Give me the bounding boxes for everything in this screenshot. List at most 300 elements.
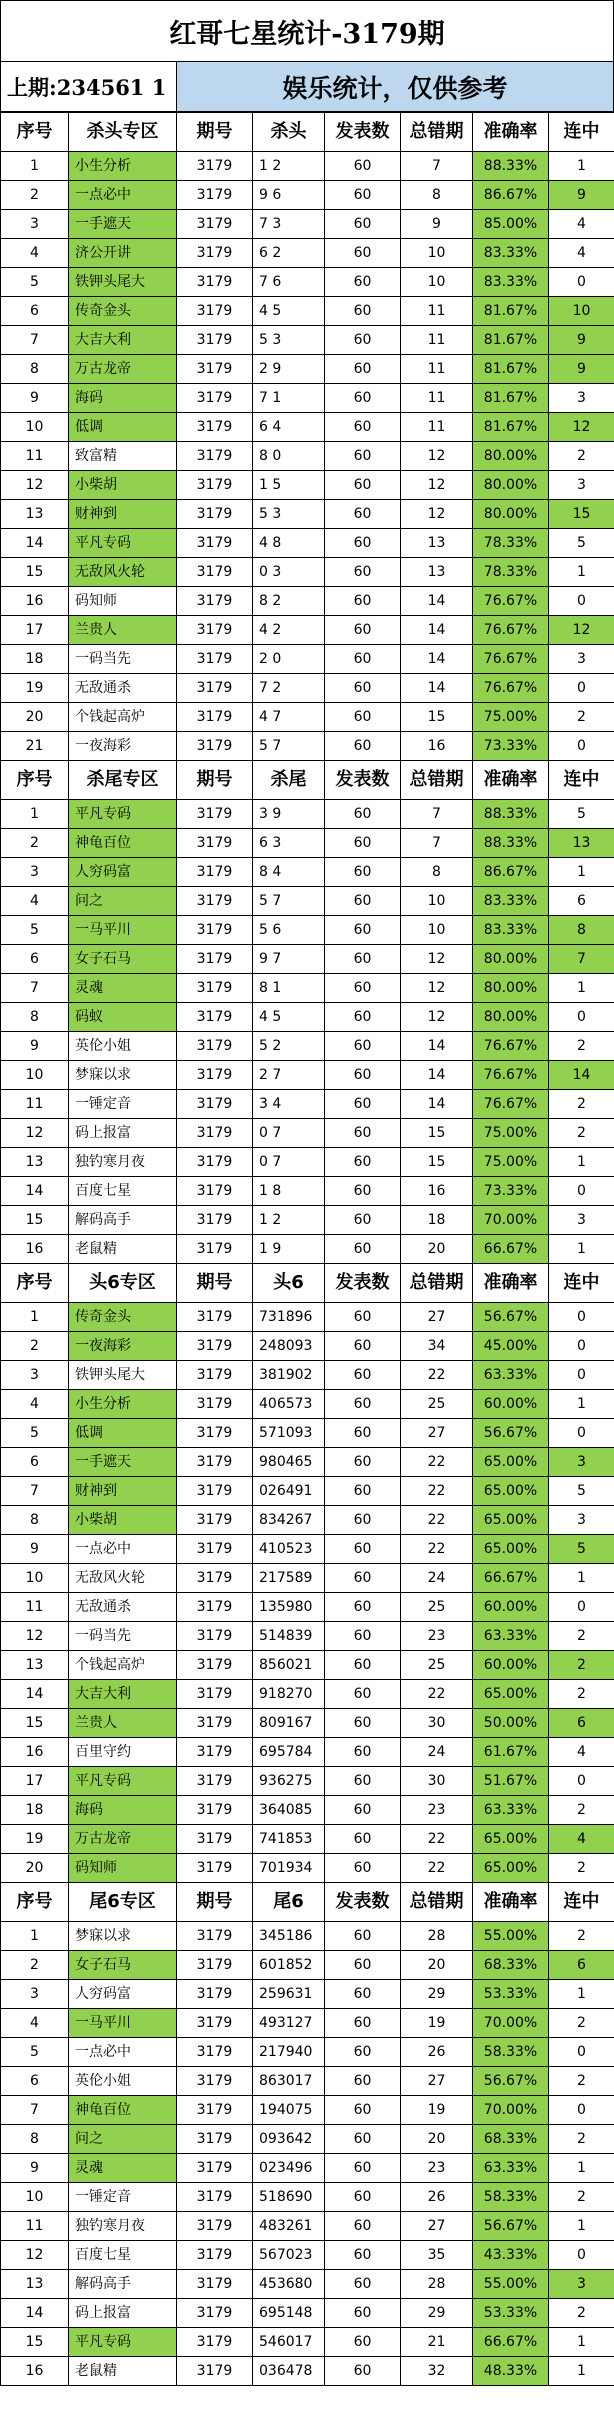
- post-count: 60: [325, 916, 401, 945]
- pick-number: 4 8: [253, 529, 325, 558]
- win-streak: 0: [549, 1303, 614, 1332]
- error-count: 30: [401, 1767, 473, 1796]
- issue-number: 3179: [177, 1535, 253, 1564]
- post-count: 60: [325, 210, 401, 239]
- error-count: 14: [401, 645, 473, 674]
- post-count: 60: [325, 471, 401, 500]
- accuracy-rate: 83.33%: [473, 916, 549, 945]
- post-count: 60: [325, 945, 401, 974]
- row-index: 16: [1, 1235, 69, 1264]
- issue-number: 3179: [177, 1303, 253, 1332]
- table-row: [1, 297, 614, 326]
- row-index: 13: [1, 1148, 69, 1177]
- accuracy-rate: 83.33%: [473, 239, 549, 268]
- pick-number: 834267: [253, 1506, 325, 1535]
- post-count: 60: [325, 732, 401, 761]
- issue-number: 3179: [177, 1119, 253, 1148]
- row-index: 15: [1, 1206, 69, 1235]
- pick-number: 217940: [253, 2038, 325, 2067]
- pick-number: 4 2: [253, 616, 325, 645]
- error-count: 23: [401, 2154, 473, 2183]
- issue-number: 3179: [177, 1419, 253, 1448]
- row-index: 5: [1, 916, 69, 945]
- accuracy-rate: 73.33%: [473, 1177, 549, 1206]
- row-index: 8: [1, 2125, 69, 2154]
- pick-number: 453680: [253, 2270, 325, 2299]
- pick-number: 8 0: [253, 442, 325, 471]
- post-count: 60: [325, 529, 401, 558]
- source-name: 平凡专码: [69, 529, 177, 558]
- table-row: [1, 529, 614, 558]
- issue-number: 3179: [177, 442, 253, 471]
- post-count: 60: [325, 1148, 401, 1177]
- row-index: 9: [1, 384, 69, 413]
- row-index: 10: [1, 1061, 69, 1090]
- accuracy-rate: 63.33%: [473, 1622, 549, 1651]
- pick-number: 5 7: [253, 887, 325, 916]
- pick-number: 695784: [253, 1738, 325, 1767]
- source-name: 灵魂: [69, 974, 177, 1003]
- pick-number: 856021: [253, 1651, 325, 1680]
- accuracy-rate: 86.67%: [473, 181, 549, 210]
- table-row: [1, 181, 614, 210]
- accuracy-rate: 53.33%: [473, 2299, 549, 2328]
- row-index: 5: [1, 2038, 69, 2067]
- error-count: 22: [401, 1825, 473, 1854]
- column-header: 总错期: [401, 1264, 473, 1303]
- issue-number: 3179: [177, 1564, 253, 1593]
- win-streak: 4: [549, 1738, 614, 1767]
- source-name: 一夜海彩: [69, 732, 177, 761]
- source-name: 百里守约: [69, 1738, 177, 1767]
- table-row: [1, 2357, 614, 2386]
- error-count: 13: [401, 529, 473, 558]
- issue-number: 3179: [177, 1206, 253, 1235]
- column-header: 期号: [177, 1264, 253, 1303]
- table-row: [1, 587, 614, 616]
- error-count: 14: [401, 674, 473, 703]
- column-header: 发表数: [325, 761, 401, 800]
- win-streak: 2: [549, 1622, 614, 1651]
- source-name: 铁钾头尾大: [69, 1361, 177, 1390]
- row-index: 8: [1, 1506, 69, 1535]
- issue-number: 3179: [177, 558, 253, 587]
- issue-number: 3179: [177, 1980, 253, 2009]
- column-header: 总错期: [401, 113, 473, 152]
- accuracy-rate: 76.67%: [473, 1032, 549, 1061]
- accuracy-rate: 68.33%: [473, 1951, 549, 1980]
- error-count: 22: [401, 1361, 473, 1390]
- accuracy-rate: 83.33%: [473, 887, 549, 916]
- post-count: 60: [325, 1506, 401, 1535]
- source-name: 码上报富: [69, 1119, 177, 1148]
- table-row: [1, 1361, 614, 1390]
- win-streak: 0: [549, 2038, 614, 2067]
- error-count: 25: [401, 1651, 473, 1680]
- source-name: 一点必中: [69, 1535, 177, 1564]
- win-streak: 2: [549, 2009, 614, 2038]
- table-row: [1, 1796, 614, 1825]
- issue-number: 3179: [177, 645, 253, 674]
- post-count: 60: [325, 1767, 401, 1796]
- error-count: 12: [401, 945, 473, 974]
- win-streak: 15: [549, 500, 614, 529]
- column-header: 杀头: [253, 113, 325, 152]
- error-count: 23: [401, 1622, 473, 1651]
- row-index: 6: [1, 1448, 69, 1477]
- accuracy-rate: 58.33%: [473, 2183, 549, 2212]
- win-streak: 0: [549, 2096, 614, 2125]
- table-row: [1, 645, 614, 674]
- win-streak: 0: [549, 674, 614, 703]
- issue-number: 3179: [177, 1032, 253, 1061]
- post-count: 60: [325, 152, 401, 181]
- source-name: 致富精: [69, 442, 177, 471]
- accuracy-rate: 65.00%: [473, 1506, 549, 1535]
- pick-number: 410523: [253, 1535, 325, 1564]
- post-count: 60: [325, 181, 401, 210]
- row-index: 15: [1, 2328, 69, 2357]
- source-name: 码知师: [69, 587, 177, 616]
- issue-number: 3179: [177, 355, 253, 384]
- win-streak: 2: [549, 442, 614, 471]
- table-row: [1, 2067, 614, 2096]
- table-row: [1, 1032, 614, 1061]
- post-count: 60: [325, 297, 401, 326]
- accuracy-rate: 65.00%: [473, 1535, 549, 1564]
- pick-number: 364085: [253, 1796, 325, 1825]
- post-count: 60: [325, 268, 401, 297]
- error-count: 35: [401, 2241, 473, 2270]
- source-name: 海码: [69, 1796, 177, 1825]
- post-count: 60: [325, 2270, 401, 2299]
- table-row: [1, 326, 614, 355]
- win-streak: 3: [549, 1506, 614, 1535]
- post-count: 60: [325, 1854, 401, 1883]
- error-count: 9: [401, 210, 473, 239]
- pick-number: 5 6: [253, 916, 325, 945]
- source-name: 英伦小姐: [69, 1032, 177, 1061]
- win-streak: 0: [549, 1593, 614, 1622]
- table-row: [1, 1951, 614, 1980]
- source-name: 小生分析: [69, 152, 177, 181]
- error-count: 12: [401, 974, 473, 1003]
- pick-number: 093642: [253, 2125, 325, 2154]
- post-count: 60: [325, 2299, 401, 2328]
- pick-number: 135980: [253, 1593, 325, 1622]
- issue-number: 3179: [177, 239, 253, 268]
- error-count: 25: [401, 1390, 473, 1419]
- issue-number: 3179: [177, 829, 253, 858]
- issue-number: 3179: [177, 2125, 253, 2154]
- error-count: 12: [401, 471, 473, 500]
- error-count: 22: [401, 1448, 473, 1477]
- pick-number: 9 7: [253, 945, 325, 974]
- column-header: 发表数: [325, 1264, 401, 1303]
- accuracy-rate: 80.00%: [473, 974, 549, 1003]
- win-streak: 2: [549, 1854, 614, 1883]
- win-streak: 0: [549, 1332, 614, 1361]
- source-name: 一码当先: [69, 645, 177, 674]
- accuracy-rate: 81.67%: [473, 413, 549, 442]
- row-index: 17: [1, 616, 69, 645]
- row-index: 4: [1, 1390, 69, 1419]
- error-count: 12: [401, 500, 473, 529]
- source-name: 小柴胡: [69, 1506, 177, 1535]
- source-name: 一手遮天: [69, 1448, 177, 1477]
- row-index: 12: [1, 1119, 69, 1148]
- pick-number: 023496: [253, 2154, 325, 2183]
- post-count: 60: [325, 1980, 401, 2009]
- source-name: 万古龙帝: [69, 355, 177, 384]
- source-name: 码蚁: [69, 1003, 177, 1032]
- issue-number: 3179: [177, 674, 253, 703]
- table-row: [1, 1235, 614, 1264]
- table-row: [1, 887, 614, 916]
- table-row: [1, 2038, 614, 2067]
- error-count: 22: [401, 1535, 473, 1564]
- error-count: 22: [401, 1680, 473, 1709]
- table-row: [1, 858, 614, 887]
- post-count: 60: [325, 2067, 401, 2096]
- accuracy-rate: 75.00%: [473, 703, 549, 732]
- accuracy-rate: 65.00%: [473, 1448, 549, 1477]
- issue-number: 3179: [177, 500, 253, 529]
- column-header: 发表数: [325, 1883, 401, 1922]
- post-count: 60: [325, 974, 401, 1003]
- post-count: 60: [325, 1951, 401, 1980]
- row-index: 4: [1, 239, 69, 268]
- issue-number: 3179: [177, 858, 253, 887]
- issue-number: 3179: [177, 1361, 253, 1390]
- accuracy-rate: 63.33%: [473, 2154, 549, 2183]
- error-count: 10: [401, 268, 473, 297]
- accuracy-rate: 65.00%: [473, 1680, 549, 1709]
- accuracy-rate: 80.00%: [473, 1003, 549, 1032]
- error-count: 19: [401, 2096, 473, 2125]
- win-streak: 0: [549, 1767, 614, 1796]
- source-name: 解码高手: [69, 1206, 177, 1235]
- accuracy-rate: 78.33%: [473, 558, 549, 587]
- row-index: 3: [1, 858, 69, 887]
- row-index: 16: [1, 587, 69, 616]
- pick-number: 5 3: [253, 326, 325, 355]
- row-index: 7: [1, 2096, 69, 2125]
- row-index: 15: [1, 558, 69, 587]
- row-index: 2: [1, 1951, 69, 1980]
- table-row: [1, 1061, 614, 1090]
- accuracy-rate: 65.00%: [473, 1854, 549, 1883]
- win-streak: 2: [549, 2183, 614, 2212]
- win-streak: 3: [549, 471, 614, 500]
- post-count: 60: [325, 2154, 401, 2183]
- row-index: 18: [1, 645, 69, 674]
- error-count: 14: [401, 587, 473, 616]
- pick-number: 0 3: [253, 558, 325, 587]
- column-header: 发表数: [325, 113, 401, 152]
- row-index: 8: [1, 355, 69, 384]
- accuracy-rate: 88.33%: [473, 829, 549, 858]
- accuracy-rate: 75.00%: [473, 1119, 549, 1148]
- post-count: 60: [325, 1922, 401, 1951]
- table-row: [1, 732, 614, 761]
- issue-number: 3179: [177, 1593, 253, 1622]
- source-name: 梦寐以求: [69, 1922, 177, 1951]
- post-count: 60: [325, 1061, 401, 1090]
- table-row: [1, 1477, 614, 1506]
- accuracy-rate: 88.33%: [473, 800, 549, 829]
- win-streak: 8: [549, 916, 614, 945]
- error-count: 22: [401, 1477, 473, 1506]
- row-index: 20: [1, 1854, 69, 1883]
- source-name: 传奇金头: [69, 1303, 177, 1332]
- row-index: 3: [1, 1980, 69, 2009]
- error-count: 26: [401, 2183, 473, 2212]
- pick-number: 863017: [253, 2067, 325, 2096]
- error-count: 32: [401, 2357, 473, 2386]
- source-name: 财神到: [69, 500, 177, 529]
- post-count: 60: [325, 1738, 401, 1767]
- pick-number: 8 2: [253, 587, 325, 616]
- error-count: 14: [401, 1090, 473, 1119]
- accuracy-rate: 48.33%: [473, 2357, 549, 2386]
- post-count: 60: [325, 1177, 401, 1206]
- issue-number: 3179: [177, 326, 253, 355]
- post-count: 60: [325, 616, 401, 645]
- row-index: 12: [1, 2241, 69, 2270]
- stats-table: [0, 112, 614, 2386]
- error-count: 27: [401, 1303, 473, 1332]
- error-count: 15: [401, 1119, 473, 1148]
- column-header: 杀头专区: [69, 113, 177, 152]
- error-count: 20: [401, 1235, 473, 1264]
- pick-number: 1 2: [253, 152, 325, 181]
- source-name: 一马平川: [69, 2009, 177, 2038]
- pick-number: 0 7: [253, 1119, 325, 1148]
- post-count: 60: [325, 587, 401, 616]
- pick-number: 9 6: [253, 181, 325, 210]
- source-name: 海码: [69, 384, 177, 413]
- accuracy-rate: 65.00%: [473, 1825, 549, 1854]
- post-count: 60: [325, 1419, 401, 1448]
- pick-number: 345186: [253, 1922, 325, 1951]
- issue-number: 3179: [177, 887, 253, 916]
- row-index: 1: [1, 800, 69, 829]
- source-name: 老鼠精: [69, 2357, 177, 2386]
- post-count: 60: [325, 887, 401, 916]
- accuracy-rate: 68.33%: [473, 2125, 549, 2154]
- accuracy-rate: 56.67%: [473, 2212, 549, 2241]
- table-row: [1, 1593, 614, 1622]
- win-streak: 3: [549, 2270, 614, 2299]
- table-row: [1, 2328, 614, 2357]
- issue-number: 3179: [177, 800, 253, 829]
- post-count: 60: [325, 2183, 401, 2212]
- row-index: 5: [1, 268, 69, 297]
- post-count: 60: [325, 2241, 401, 2270]
- source-name: 兰贵人: [69, 616, 177, 645]
- issue-number: 3179: [177, 1825, 253, 1854]
- row-index: 1: [1, 1922, 69, 1951]
- win-streak: 1: [549, 1235, 614, 1264]
- error-count: 34: [401, 1332, 473, 1361]
- row-index: 5: [1, 1419, 69, 1448]
- issue-number: 3179: [177, 1651, 253, 1680]
- win-streak: 3: [549, 1448, 614, 1477]
- win-streak: 5: [549, 1477, 614, 1506]
- table-row: [1, 384, 614, 413]
- source-name: 一马平川: [69, 916, 177, 945]
- column-header: 序号: [1, 1264, 69, 1303]
- source-name: 一点必中: [69, 181, 177, 210]
- disclaimer-banner: 娱乐统计，仅供参考: [177, 62, 613, 111]
- issue-number: 3179: [177, 1922, 253, 1951]
- win-streak: 2: [549, 1651, 614, 1680]
- accuracy-rate: 63.33%: [473, 1796, 549, 1825]
- pick-number: 741853: [253, 1825, 325, 1854]
- source-name: 无敌通杀: [69, 1593, 177, 1622]
- source-name: 一码当先: [69, 1622, 177, 1651]
- column-header: 连中: [549, 113, 614, 152]
- row-index: 10: [1, 413, 69, 442]
- issue-number: 3179: [177, 152, 253, 181]
- issue-number: 3179: [177, 1061, 253, 1090]
- pick-number: 194075: [253, 2096, 325, 2125]
- row-index: 1: [1, 1303, 69, 1332]
- row-index: 15: [1, 1709, 69, 1738]
- table-row: [1, 829, 614, 858]
- post-count: 60: [325, 2212, 401, 2241]
- accuracy-rate: 66.67%: [473, 1235, 549, 1264]
- issue-number: 3179: [177, 2067, 253, 2096]
- accuracy-rate: 53.33%: [473, 1980, 549, 2009]
- row-index: 18: [1, 1796, 69, 1825]
- error-count: 11: [401, 297, 473, 326]
- table-row: [1, 2270, 614, 2299]
- pick-number: 601852: [253, 1951, 325, 1980]
- table-row: [1, 1177, 614, 1206]
- row-index: 2: [1, 1332, 69, 1361]
- source-name: 人穷码富: [69, 858, 177, 887]
- source-name: 无敌风火轮: [69, 1564, 177, 1593]
- pick-number: 1 5: [253, 471, 325, 500]
- post-count: 60: [325, 355, 401, 384]
- post-count: 60: [325, 1622, 401, 1651]
- column-header: 序号: [1, 1883, 69, 1922]
- accuracy-rate: 78.33%: [473, 529, 549, 558]
- post-count: 60: [325, 2328, 401, 2357]
- row-index: 14: [1, 2299, 69, 2328]
- source-name: 灵魂: [69, 2154, 177, 2183]
- issue-number: 3179: [177, 1477, 253, 1506]
- post-count: 60: [325, 413, 401, 442]
- source-name: 平凡专码: [69, 1767, 177, 1796]
- column-header: 头6专区: [69, 1264, 177, 1303]
- win-streak: 14: [549, 1061, 614, 1090]
- pick-number: 809167: [253, 1709, 325, 1738]
- accuracy-rate: 76.67%: [473, 1061, 549, 1090]
- accuracy-rate: 70.00%: [473, 2096, 549, 2125]
- source-name: 低调: [69, 1419, 177, 1448]
- table-row: [1, 2009, 614, 2038]
- row-index: 13: [1, 500, 69, 529]
- row-index: 11: [1, 2212, 69, 2241]
- post-count: 60: [325, 858, 401, 887]
- row-index: 7: [1, 1477, 69, 1506]
- column-header: 期号: [177, 761, 253, 800]
- post-count: 60: [325, 1477, 401, 1506]
- win-streak: 5: [549, 529, 614, 558]
